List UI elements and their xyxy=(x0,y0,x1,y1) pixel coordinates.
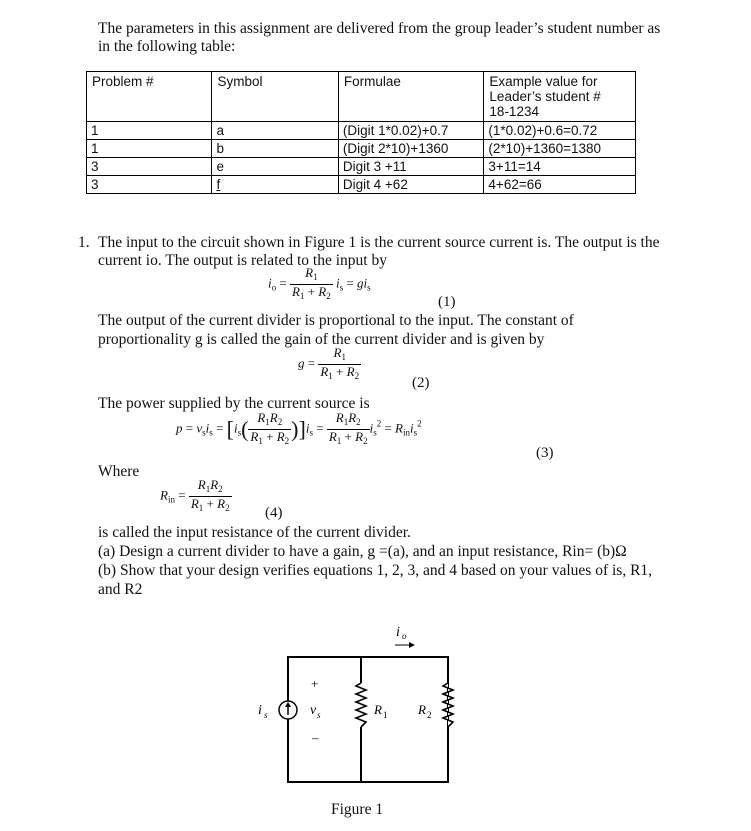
problem-para-4: is called the input resistance of the current divider. xyxy=(98,524,411,541)
cell-example: 4+62=66 xyxy=(484,176,636,194)
label-is-sub: s xyxy=(264,710,268,720)
label-r1: R xyxy=(374,702,382,717)
equation-2-label: (2) xyxy=(412,375,430,391)
problem-para-1-line-2: current io. The output is related to the input by xyxy=(98,252,387,269)
label-vs-sub: s xyxy=(317,710,321,720)
figure-caption: Figure 1 xyxy=(331,801,384,818)
cell-example: (1*0.02)+0.6=0.72 xyxy=(484,122,636,140)
symbol-f: f xyxy=(216,177,221,192)
cell-formula: (Digit 1*0.02)+0.7 xyxy=(338,122,484,140)
equation-1-label: (1) xyxy=(438,294,456,310)
cell-symbol: e xyxy=(212,158,338,176)
cell-problem: 3 xyxy=(87,158,212,176)
intro-line-1: The parameters in this assignment are delivered from the group leader’s student number as xyxy=(98,20,661,37)
label-is: i xyxy=(258,703,262,718)
where-label: Where xyxy=(98,463,140,480)
equation-2: g = $\frac{R_1}{R_1 + R_2}$ xyxy=(298,345,360,381)
cell-problem: 1 xyxy=(87,122,212,140)
table-header-row xyxy=(87,72,636,122)
part-b-line-1: (b) Show that your design verifies equations 1, 2, 3, and 4 based on your values of is, R1, xyxy=(98,562,653,579)
part-b-line-2: and R2 xyxy=(98,581,143,598)
header-problem: Problem # xyxy=(87,72,212,122)
equation-3-label: (3) xyxy=(536,445,554,461)
label-r2: R xyxy=(418,702,426,717)
cell-symbol: a xyxy=(212,122,338,140)
header-example-line-3: 18-1234 xyxy=(489,104,539,119)
header-example-line-1: Example value for xyxy=(489,74,598,89)
part-a: (a) Design a current divider to have a gain, g =(a), and an input resistance, Rin= (b)Ω xyxy=(98,543,627,560)
header-example xyxy=(484,72,636,122)
parameter-table xyxy=(86,71,636,194)
label-plus: + xyxy=(311,676,319,691)
cell-example: (2*10)+1360=1380 xyxy=(484,140,636,158)
io-arrow xyxy=(395,642,415,648)
table-row xyxy=(87,122,636,140)
cell-problem: 3 xyxy=(87,176,212,194)
cell-formula: Digit 3 +11 xyxy=(338,158,484,176)
cell-formula: (Digit 2*10)+1360 xyxy=(338,140,484,158)
label-r1-sub: 1 xyxy=(383,710,388,720)
table-row xyxy=(87,176,636,194)
cell-example: 3+11=14 xyxy=(484,158,636,176)
problem-para-1-line-1: The input to the circuit shown in Figure 1 is the current source current is. The output is the xyxy=(98,234,660,251)
intro-line-2: in the following table: xyxy=(98,38,236,55)
equation-1: $i_o$ = $\frac{R_1}{R_1 + R_2}$ $i_s = gi_s$ xyxy=(268,265,371,301)
label-io: i xyxy=(396,625,400,640)
resistor-r2 xyxy=(443,683,453,727)
problem-para-3: The power supplied by the current source is xyxy=(98,395,370,412)
equation-4-label: (4) xyxy=(265,505,283,521)
cell-formula: Digit 4 +62 xyxy=(338,176,484,194)
label-io-sub: o xyxy=(402,631,407,641)
table-row xyxy=(87,140,636,158)
problem-para-2-line-2: proportionality g is called the gain of the current divider and is given by xyxy=(98,331,545,348)
label-minus: – xyxy=(312,730,319,745)
header-example-line-2: Leader’s student # xyxy=(489,89,601,104)
equation-4: $R_{in}$ = $\frac{R_1R_2}{R_1 + R_2}$ xyxy=(160,477,230,513)
header-symbol: Symbol xyxy=(212,72,338,122)
cell-problem: 1 xyxy=(87,140,212,158)
header-formulae: Formulae xyxy=(338,72,484,122)
problem-para-2-line-1: The output of the current divider is proportional to the input. The constant of xyxy=(98,312,574,329)
circuit-diagram xyxy=(240,615,480,800)
equation-3: $p = v_si_s = [i_s$( $\frac{R_1R_2}{R_1 + R_2}$ )]$i_s$ = $\frac{R_1R_2}{R_1 + R_2}$ $i_s^2 = R_{in}i_s^2$ xyxy=(176,410,422,446)
table-row xyxy=(87,158,636,176)
resistor-r1 xyxy=(356,683,366,727)
problem-number: 1. xyxy=(78,234,90,251)
cell-symbol xyxy=(212,176,338,194)
label-vs: v xyxy=(310,703,317,718)
current-source xyxy=(279,701,297,719)
label-r2-sub: 2 xyxy=(427,710,432,720)
cell-symbol: b xyxy=(212,140,338,158)
